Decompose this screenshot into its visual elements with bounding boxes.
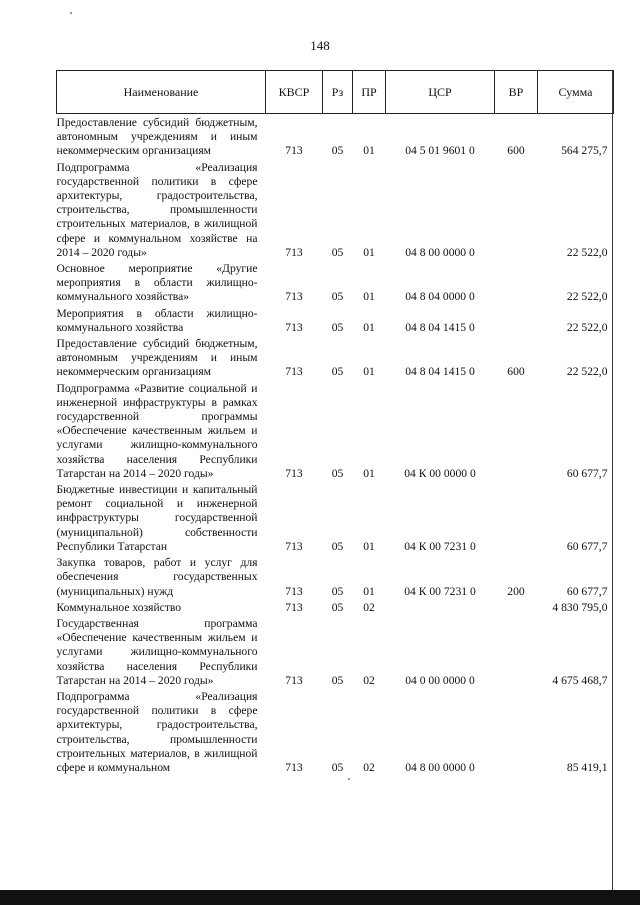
budget-table-area [56,70,613,777]
row-rz: 05 [331,673,344,687]
row-pr: 02 [363,760,375,774]
row-pr: 01 [363,466,375,480]
table-row [57,483,614,556]
row-vr [495,262,538,307]
row-csr: 04 8 00 0000 0 [405,760,475,774]
row-rz: 05 [331,466,344,480]
row-vr [495,307,538,337]
row-rz: 05 [331,245,344,259]
row-name: Подпрограмма «Реализация государственной политики в сфере архитектуры, градостроительства, строительства, промышленности строительных материалов, в жилищной сфере и коммунальном [56,689,258,774]
row-kvsr: 713 [285,365,303,379]
row-csr: 04 0 00 0000 0 [405,673,475,687]
row-vr [495,601,538,617]
row-name: Мероприятия в области жилищно-коммунального хозяйства [56,306,258,334]
row-pr: 01 [363,365,375,379]
scan-bottom-edge [0,890,640,905]
row-sum: 60 677,7 [566,584,608,598]
row-pr: 02 [363,600,375,614]
row-rz: 05 [331,760,344,774]
row-sum: 564 275,7 [561,144,608,158]
table-row [57,114,614,161]
row-csr [386,601,495,617]
row-csr: 04 8 04 1415 0 [405,320,475,334]
row-vr: 600 [507,365,525,379]
header-row [57,71,614,114]
header-rz: Рз [323,71,353,114]
row-rz: 05 [331,144,344,158]
row-vr [495,382,538,483]
table-row [57,262,614,307]
row-vr [495,690,538,777]
row-vr: 200 [507,584,525,598]
row-sum: 22 522,0 [566,320,608,334]
row-vr [495,617,538,690]
row-kvsr: 713 [285,539,303,553]
row-name: Закупка товаров, работ и услуг для обеспечения государственных (муниципальных) нужд [56,556,258,598]
row-sum: 22 522,0 [566,365,608,379]
row-kvsr: 713 [285,466,303,480]
row-rz: 05 [331,584,344,598]
scan-right-edge [612,70,613,890]
row-pr: 01 [363,144,375,158]
row-pr: 02 [363,673,375,687]
row-sum: 60 677,7 [566,466,608,480]
row-name: Государственная программа «Обеспечение качественным жильем и услугами жилищно-коммунального хозяйства населения Республики Татарстан на 2014 – 2020 годы» [56,616,258,687]
scan-speck [348,778,350,780]
table-row [57,382,614,483]
row-kvsr: 713 [285,144,303,158]
row-vr: 600 [507,144,525,158]
table-row [57,337,614,382]
table-row [57,690,614,777]
header-pr: ПР [353,71,386,114]
header-vr: ВР [495,71,538,114]
row-kvsr: 713 [285,245,303,259]
row-name: Предоставление субсидий бюджетным, автономным учреждениям и иным некоммерческим организациям [56,337,258,379]
row-kvsr: 713 [285,320,303,334]
row-rz: 05 [331,320,344,334]
row-csr: 04 5 01 9601 0 [405,144,475,158]
row-kvsr: 713 [285,673,303,687]
row-pr: 01 [363,290,375,304]
table-row [57,601,614,617]
row-csr: 04 8 00 0000 0 [405,245,475,259]
table-row [57,307,614,337]
table-row [57,617,614,690]
row-sum: 22 522,0 [566,290,608,304]
row-rz: 05 [331,290,344,304]
scan-speck [70,12,72,14]
row-sum: 85 419,1 [566,760,608,774]
budget-table [56,70,614,777]
row-sum: 60 677,7 [566,539,608,553]
row-sum: 22 522,0 [566,245,608,259]
header-sum: Сумма [538,71,614,114]
header-csr: ЦСР [386,71,495,114]
row-sum: 4 675 468,7 [552,673,608,687]
row-rz: 05 [331,365,344,379]
row-name: Подпрограмма «Реализация государственной политики в сфере архитектуры, градостроительства, строительства, промышленности строительных материалов, в жилищной сфере и коммунальном хозяйстве на 2014 – 2020 годы» [56,160,258,259]
row-name: Основное мероприятие «Другие мероприятия в области жилищно-коммунального хозяйства» [56,262,258,304]
row-sum: 4 830 795,0 [552,600,608,614]
row-name: Коммунальное хозяйство [56,600,182,614]
row-rz: 05 [331,539,344,553]
table-row [57,556,614,601]
row-csr: 04 К 00 7231 0 [404,584,476,598]
row-csr: 04 К 00 7231 0 [404,539,476,553]
row-kvsr: 713 [285,600,303,614]
row-kvsr: 713 [285,760,303,774]
header-kvsr: КВСР [266,71,323,114]
page-number: 148 [310,38,330,53]
table-row [57,161,614,262]
row-csr: 04 8 04 1415 0 [405,365,475,379]
row-csr: 04 8 04 0000 0 [405,290,475,304]
row-pr: 01 [363,539,375,553]
row-kvsr: 713 [285,290,303,304]
row-pr: 01 [363,245,375,259]
header-name: Наименование [57,71,266,114]
row-name: Бюджетные инвестиции и капитальный ремонт социальной и инженерной инфраструктуры государственной (муниципальной) собственности Республики Татарстан [56,483,258,553]
row-kvsr: 713 [285,584,303,598]
row-name: Предоставление субсидий бюджетным, автономным учреждениям и иным некоммерческим организациям [56,116,258,158]
row-name: Подпрограмма «Развитие социальной и инженерной инфраструктуры в рамках государственной программы «Обеспечение качественным жильем и услугами жилищно-коммунального хозяйства населения Республики Татарстан на 2014 – 2020 годы» [56,381,258,480]
row-rz: 05 [331,600,344,614]
row-pr: 01 [363,320,375,334]
row-vr [495,483,538,556]
row-vr [495,161,538,262]
row-csr: 04 К 00 0000 0 [404,466,476,480]
row-pr: 01 [363,584,375,598]
